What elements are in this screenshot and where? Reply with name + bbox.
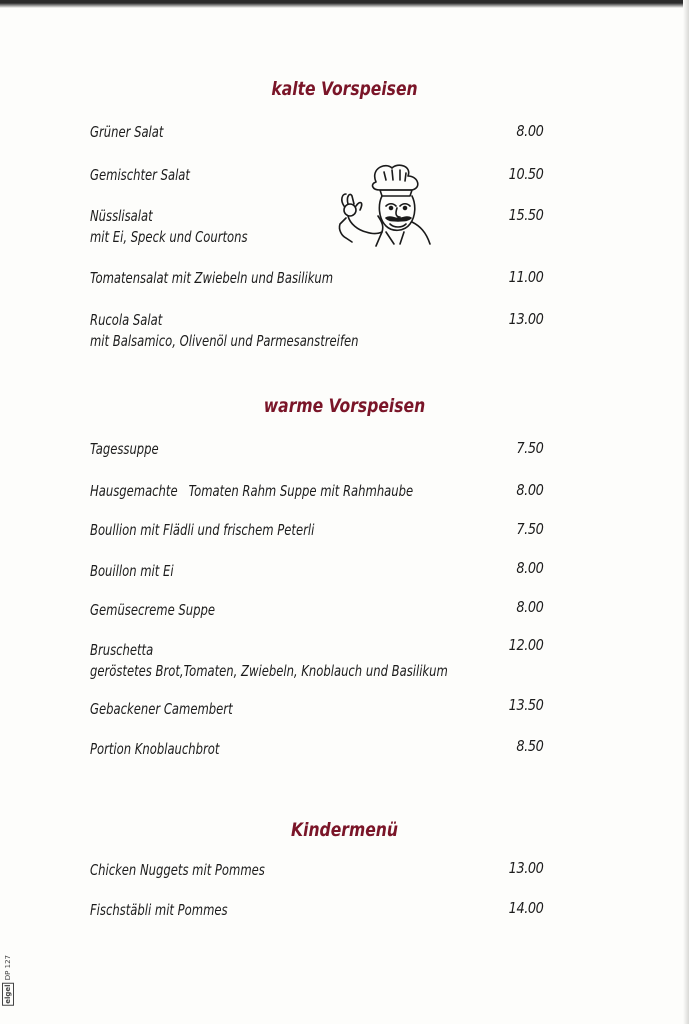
page-top-edge xyxy=(0,0,689,8)
item-description: geröstetes Brot,Tomaten, Zwiebeln, Knoblauch und Basilikum xyxy=(90,662,448,680)
item-price: 13.00 xyxy=(508,859,543,877)
item-price: 14.00 xyxy=(508,899,543,917)
item-name: Boullion mit Flädli und frischem Peterli xyxy=(90,521,315,539)
item-name: Chicken Nuggets mit Pommes xyxy=(90,861,265,879)
print-footnote xyxy=(4,955,12,1006)
section-heading-kindermenu: Kindermenü xyxy=(291,819,398,841)
item-price: 7.50 xyxy=(515,439,543,457)
menu-item xyxy=(90,165,190,186)
item-name: Gemüsecreme Suppe xyxy=(90,601,216,619)
item-name: Nüsslisalat xyxy=(90,207,153,225)
item-price: 10.50 xyxy=(508,165,543,183)
menu-item xyxy=(90,122,163,143)
menu-item xyxy=(90,206,248,248)
item-name: Gebackener Camembert xyxy=(90,700,233,718)
item-price: 8.50 xyxy=(515,737,543,755)
item-price: 13.50 xyxy=(508,696,543,714)
code-label: DP 127 xyxy=(4,955,12,981)
menu-item xyxy=(90,900,228,921)
item-description: mit Balsamico, Olivenöl und Parmesanstreifen xyxy=(90,332,359,350)
brand-label: elgel xyxy=(4,984,12,1004)
menu-item xyxy=(90,739,219,760)
chef-icon xyxy=(334,160,434,248)
item-price: 13.00 xyxy=(508,310,543,328)
menu-item xyxy=(90,439,159,460)
item-name: Tomatensalat mit Zwiebeln und Basilikum xyxy=(90,269,334,287)
item-name: Bouillon mit Ei xyxy=(90,562,174,580)
item-name: Rucola Salat xyxy=(90,311,163,329)
item-price: 8.00 xyxy=(515,122,543,140)
menu-item xyxy=(90,310,358,352)
item-name: Gemischter Salat xyxy=(90,166,190,184)
item-price: 8.00 xyxy=(515,598,543,616)
menu-item xyxy=(90,561,174,582)
menu-item xyxy=(90,860,265,881)
page-right-edge xyxy=(683,0,689,1024)
item-name: Fischstäbli mit Pommes xyxy=(90,901,228,919)
item-price: 8.00 xyxy=(515,559,543,577)
item-price: 8.00 xyxy=(515,481,543,499)
item-name: Tagessuppe xyxy=(90,440,159,458)
menu-item xyxy=(90,268,333,289)
menu-item xyxy=(90,481,413,502)
item-price: 7.50 xyxy=(515,520,543,538)
item-price: 15.50 xyxy=(508,206,543,224)
menu-item xyxy=(90,699,233,720)
menu-item xyxy=(90,640,448,682)
item-price: 12.00 xyxy=(508,636,543,654)
menu-item xyxy=(90,600,215,621)
item-name: Hausgemachte Tomaten Rahm Suppe mit Rahmhaube xyxy=(90,482,414,500)
item-description: mit Ei, Speck und Courtons xyxy=(90,228,248,246)
item-price: 11.00 xyxy=(508,268,543,286)
item-name: Bruschetta xyxy=(90,641,154,659)
item-name: Grüner Salat xyxy=(90,123,164,141)
section-heading-warme-vorspeisen: warme Vorspeisen xyxy=(263,395,426,417)
menu-item xyxy=(90,520,314,541)
section-heading-kalte-vorspeisen: kalte Vorspeisen xyxy=(271,78,418,100)
item-name: Portion Knoblauchbrot xyxy=(90,740,220,758)
